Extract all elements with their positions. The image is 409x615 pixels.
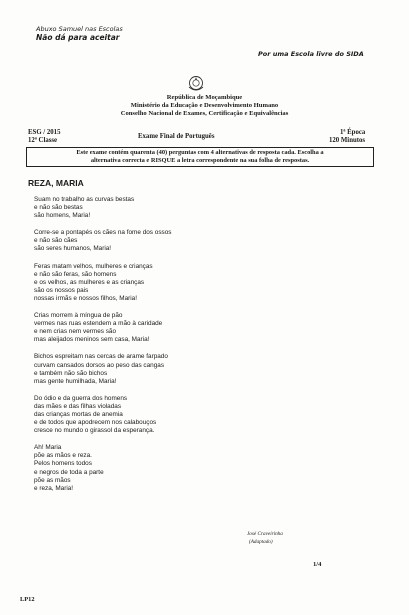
poem-line: Feras matam velhos, mulheres e crianças	[34, 262, 153, 270]
exam-epoca: 1ª Época	[340, 129, 366, 136]
poem-line: cresce no mundo o girassol da esperança.	[34, 427, 155, 435]
poem-adapted-note: (Adaptado)	[249, 539, 273, 545]
handwritten-name: Abuxo Samuel nas Escolas	[36, 25, 123, 33]
poem-stanza	[34, 196, 171, 220]
stanza-gap	[34, 220, 171, 229]
poem-line: e também não são bichos	[34, 369, 108, 377]
poem-line: e de todos que apodrecem nos calabouços	[34, 419, 157, 427]
poem-line: e reza, Maria!	[34, 484, 74, 492]
instructions-box	[26, 147, 374, 167]
poem-stanza	[34, 444, 171, 493]
poem-line: e não são feras, são homens	[34, 270, 117, 278]
poem-body	[34, 196, 171, 493]
poem-line: são os nossos pais	[34, 286, 89, 294]
poem-line: vermes nas ruas estendem a mão à caridade	[34, 320, 163, 328]
poem-stanza	[34, 312, 171, 344]
poem-title: REZA, MARIA	[28, 178, 84, 188]
poem-line: Suam no trabalho as curvas bestas	[34, 196, 135, 203]
poem-line: e não são bestas	[34, 204, 83, 212]
handwritten-note-left: Não dá para aceitar	[36, 33, 120, 42]
header-ministry: Ministério da Educação e Desenvolvimento Humano	[130, 102, 279, 109]
handwritten-note-right: Por uma Escola livre do SIDA	[258, 50, 364, 58]
exam-class: 12ª Classe	[28, 137, 58, 144]
poem-line: nossas irmãs e nossos filhos, Maria!	[34, 294, 137, 302]
poem-line: Bichos espreitam nas cercas de arame farpado	[34, 353, 168, 361]
poem-line: são seres humanos, Maria!	[34, 245, 112, 253]
poem-author: José Craveirinha	[247, 531, 283, 537]
poem-line: Corre-se a pontapés os cães na fome dos ossos	[34, 229, 172, 237]
national-emblem-icon	[186, 75, 206, 93]
poem-line: das crianças mortas de anemia	[34, 410, 123, 418]
stanza-gap	[34, 303, 171, 312]
poem-stanza	[34, 229, 171, 253]
stanza-gap	[34, 435, 171, 444]
exam-duration: 120 Minutos	[329, 137, 366, 144]
poem-line: são homens, Maria!	[34, 212, 91, 220]
poem-line: e nem crias nem vermes são	[34, 328, 117, 336]
poem-stanza	[34, 353, 171, 385]
poem-line: põe as mãos	[34, 476, 71, 484]
poem-line: e negros de toda a parte	[34, 468, 104, 476]
poem-line: mas gente humilhada, Maria!	[34, 377, 117, 385]
poem-line: põe as mãos e reza.	[34, 452, 92, 460]
poem-line: mas aleijados meninos sem casa, Maria!	[34, 336, 150, 344]
poem-line: das mães e das filhas violadas	[34, 402, 122, 410]
paper-code: LP12	[20, 596, 35, 603]
poem-line: Ah! Maria	[34, 444, 62, 452]
header-council: Conselho Nacional de Exames, Certificação e Equivalências	[120, 110, 289, 117]
poem-line: e os velhos, as mulheres e as crianças	[34, 278, 145, 286]
instructions-line-1: Este exame contém quarenta (40) perguntas com 4 alternativas de resposta cada. Escolha a	[76, 149, 324, 156]
header-republic: República de Moçambique	[166, 94, 243, 101]
poem-line: Pelos homens todos	[34, 460, 92, 468]
poem-line: e não são cães	[34, 237, 78, 245]
exam-code: ESG / 2015	[28, 129, 61, 136]
poem-stanza	[34, 263, 171, 303]
stanza-gap	[34, 254, 171, 263]
poem-line: Do ódio e da guerra dos homens	[34, 394, 128, 402]
poem-stanza	[34, 395, 171, 435]
instructions-line-2: alternativa correcta e RISQUE a letra correspondente na sua folha de respostas.	[90, 156, 310, 164]
poem-line: curvam cansados dorsos ao peso das cangas	[34, 361, 165, 369]
stanza-gap	[34, 386, 171, 395]
page-number: 1/4	[313, 561, 322, 568]
stanza-gap	[34, 344, 171, 353]
poem-line: Crias morrem à míngua de pão	[34, 312, 123, 320]
exam-title: Exame Final de Português	[138, 133, 215, 140]
